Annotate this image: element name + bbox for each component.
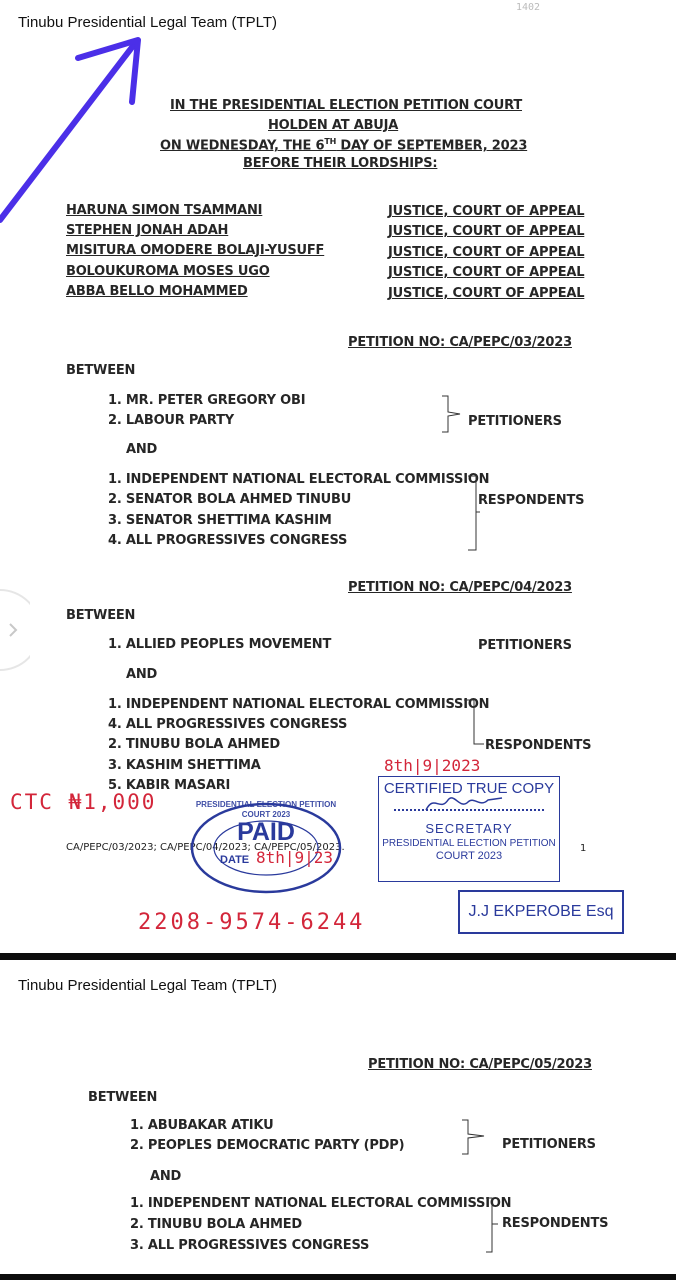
respondent: 5. KABIR MASARI bbox=[108, 778, 231, 793]
paid-stamp-ring: PRESIDENTIAL ELECTION PETITION COURT 2023 bbox=[195, 800, 337, 819]
court-line-1: PRESIDENTIAL ELECTION PETITION bbox=[382, 838, 556, 849]
justice-title: JUSTICE, COURT OF APPEAL bbox=[388, 204, 585, 219]
handwritten-ctc: CTC ₦1,000 bbox=[10, 790, 157, 814]
handwritten-receipt-number: 2208-9574-6244 bbox=[138, 910, 366, 935]
justice-title: JUSTICE, COURT OF APPEAL bbox=[388, 245, 585, 260]
petitioner: 2. PEOPLES DEMOCRATIC PARTY (PDP) bbox=[130, 1138, 405, 1153]
footer-reference: CA/PEPC/03/2023; CA/PEPC/04/2023; CA/PEPC/05/2023. bbox=[66, 842, 345, 853]
team-label: Tinubu Presidential Legal Team (TPLT) bbox=[18, 977, 278, 994]
secretary-label: SECRETARY bbox=[425, 821, 513, 836]
petitioner: 1. ALLIED PEOPLES MOVEMENT bbox=[108, 637, 332, 652]
top-right-note: 1402 bbox=[516, 2, 541, 13]
respondent: 4. ALL PROGRESSIVES CONGRESS bbox=[108, 717, 348, 732]
court-date: ON WEDNESDAY, THE 6TH DAY OF SEPTEMBER, 2023 bbox=[160, 137, 528, 154]
team-label: Tinubu Presidential Legal Team (TPLT) bbox=[18, 14, 278, 31]
between-label: BETWEEN bbox=[66, 363, 136, 378]
and-label: AND bbox=[126, 442, 158, 457]
respondents-label: RESPONDENTS bbox=[478, 493, 585, 508]
respondent: 2. TINUBU BOLA AHMED bbox=[108, 737, 281, 752]
respondents-bracket-icon bbox=[482, 1196, 502, 1256]
lordships-heading: BEFORE THEIR LORDSHIPS: bbox=[243, 156, 438, 171]
handwritten-date: 8th|9|2023 bbox=[384, 756, 481, 775]
respondent: 3. KASHIM SHETTIMA bbox=[108, 758, 261, 773]
justice-title: JUSTICE, COURT OF APPEAL bbox=[388, 265, 585, 280]
justice-name: HARUNA SIMON TSAMMANI bbox=[66, 203, 263, 218]
respondents-label: RESPONDENTS bbox=[485, 738, 592, 753]
court-location: HOLDEN AT ABUJA bbox=[268, 118, 399, 133]
justice-name: ABBA BELLO MOHAMMED bbox=[66, 284, 248, 299]
petitioner: 2. LABOUR PARTY bbox=[108, 413, 235, 428]
between-label: BETWEEN bbox=[88, 1090, 158, 1105]
arrow-annotation-icon bbox=[0, 30, 160, 230]
respondent: 2. TINUBU BOLA AHMED bbox=[130, 1217, 303, 1232]
petition-number: PETITION NO: CA/PEPC/03/2023 bbox=[348, 335, 572, 350]
court-line-2: COURT 2023 bbox=[435, 850, 503, 862]
paid-date-label: DATE bbox=[220, 854, 250, 866]
and-label: AND bbox=[150, 1169, 182, 1184]
respondents-bracket-icon bbox=[462, 474, 482, 554]
and-label: AND bbox=[126, 667, 158, 682]
justice-title: JUSTICE, COURT OF APPEAL bbox=[388, 286, 585, 301]
petitioners-brace-icon bbox=[436, 394, 466, 434]
page-number: 1 bbox=[580, 843, 587, 854]
justice-title: JUSTICE, COURT OF APPEAL bbox=[388, 224, 585, 239]
petitioners-label: PETITIONERS bbox=[468, 414, 562, 429]
bottom-edge bbox=[0, 1274, 676, 1280]
petitioners-label: PETITIONERS bbox=[502, 1137, 596, 1152]
petitioner: 1. ABUBAKAR ATIKU bbox=[130, 1118, 274, 1133]
justice-name: MISITURA OMODERE BOLAJI-YUSUFF bbox=[66, 243, 325, 258]
court-heading: IN THE PRESIDENTIAL ELECTION PETITION COURT bbox=[170, 98, 523, 113]
respondent: 1. INDEPENDENT NATIONAL ELECTORAL COMMISSION bbox=[130, 1196, 512, 1211]
petitioners-label: PETITIONERS bbox=[478, 638, 572, 653]
respondent: 1. INDEPENDENT NATIONAL ELECTORAL COMMISSION bbox=[108, 697, 490, 712]
respondent: 1. INDEPENDENT NATIONAL ELECTORAL COMMISSION bbox=[108, 472, 490, 487]
page-separator bbox=[0, 953, 676, 960]
paid-label: PAID bbox=[237, 818, 295, 846]
document-page-2 bbox=[0, 960, 676, 1274]
counsel-stamp: J.J EKPEROBE Esq bbox=[458, 890, 624, 934]
chevron-right-icon[interactable] bbox=[0, 588, 30, 672]
paid-date-value: 8th|9|23 bbox=[256, 848, 334, 867]
justice-name: STEPHEN JONAH ADAH bbox=[66, 223, 229, 238]
respondents-label: RESPONDENTS bbox=[502, 1216, 609, 1231]
respondent: 4. ALL PROGRESSIVES CONGRESS bbox=[108, 533, 348, 548]
certified-title: CERTIFIED TRUE COPY bbox=[383, 780, 555, 797]
justice-name: BOLOUKUROMA MOSES UGO bbox=[66, 264, 270, 279]
respondent: 3. ALL PROGRESSIVES CONGRESS bbox=[130, 1238, 370, 1253]
respondent: 2. SENATOR BOLA AHMED TINUBU bbox=[108, 492, 352, 507]
signature-scribble-icon bbox=[424, 792, 504, 816]
petition-number: PETITION NO: CA/PEPC/04/2023 bbox=[348, 580, 572, 595]
petition-number: PETITION NO: CA/PEPC/05/2023 bbox=[368, 1057, 592, 1072]
between-label: BETWEEN bbox=[66, 608, 136, 623]
paid-stamp bbox=[188, 800, 344, 896]
petitioners-brace-icon bbox=[456, 1118, 490, 1156]
respondent: 3. SENATOR SHETTIMA KASHIM bbox=[108, 513, 332, 528]
petitioner: 1. MR. PETER GREGORY OBI bbox=[108, 393, 306, 408]
